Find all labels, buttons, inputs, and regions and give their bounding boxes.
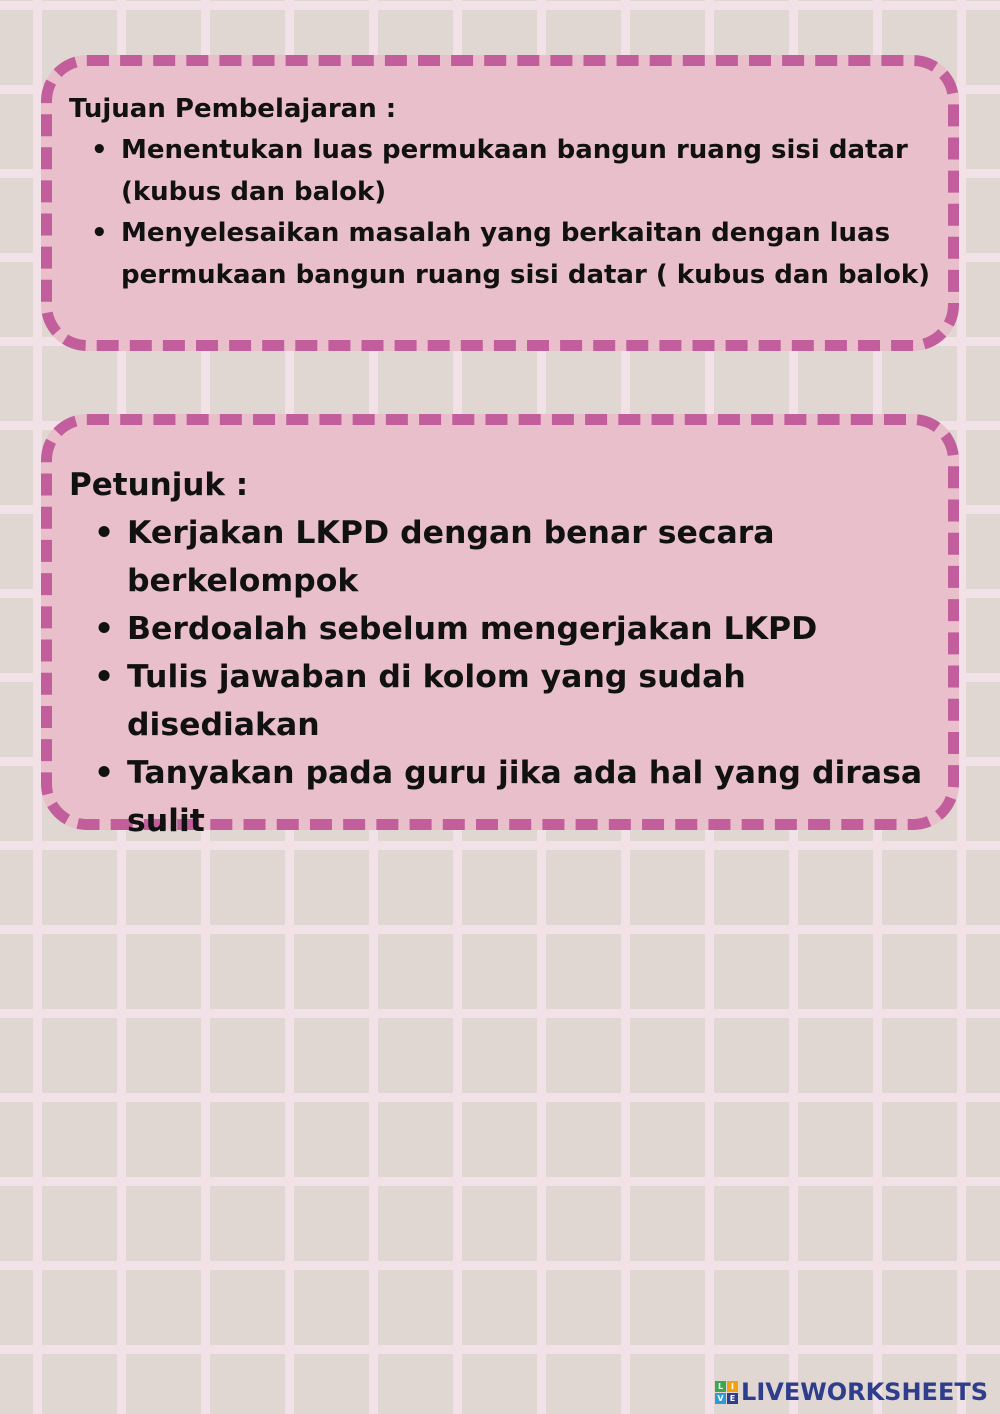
instructions-list [69, 509, 932, 845]
learning-objectives-card [41, 55, 959, 351]
bullet-icon: • [94, 515, 115, 551]
instruction-item-text: Tanyakan pada guru jika ada hal yang dirasa sulit [127, 755, 923, 839]
learning-objectives-title: Tujuan Pembelajaran : [69, 94, 397, 124]
bullet-icon: • [94, 659, 115, 695]
instruction-item [69, 605, 932, 653]
bullet-icon: • [94, 611, 115, 647]
logo-letter: I [727, 1381, 738, 1392]
objective-item [69, 130, 932, 213]
instruction-item [69, 749, 932, 845]
objective-item-text: Menentukan luas permukaan bangun ruang sisi datar (kubus dan balok) [121, 135, 908, 207]
instruction-item-text: Berdoalah sebelum mengerjakan LKPD [127, 611, 818, 647]
instructions-title: Petunjuk : [69, 467, 249, 503]
instruction-item [69, 653, 932, 749]
logo-letter: L [715, 1381, 726, 1392]
logo-letter: E [727, 1393, 738, 1404]
bullet-icon: • [94, 755, 115, 791]
instructions-card [41, 414, 959, 839]
liveworksheets-watermark [715, 1378, 988, 1406]
bullet-icon: • [91, 135, 108, 165]
instruction-item [69, 509, 932, 605]
bullet-icon: • [91, 218, 108, 248]
liveworksheets-logo-icon [715, 1381, 738, 1404]
objective-item-text: Menyelesaikan masalah yang berkaitan dengan luas permukaan bangun ruang sisi datar ( kubus dan balok) [121, 218, 931, 290]
instruction-item-text: Kerjakan LKPD dengan benar secara berkelompok [127, 515, 775, 599]
logo-letter: V [715, 1393, 726, 1404]
liveworksheets-wordmark: LIVEWORKSHEETS [741, 1378, 988, 1406]
learning-objectives-list [69, 130, 932, 296]
instruction-item-text: Tulis jawaban di kolom yang sudah disediakan [127, 659, 746, 743]
objective-item [69, 213, 932, 296]
